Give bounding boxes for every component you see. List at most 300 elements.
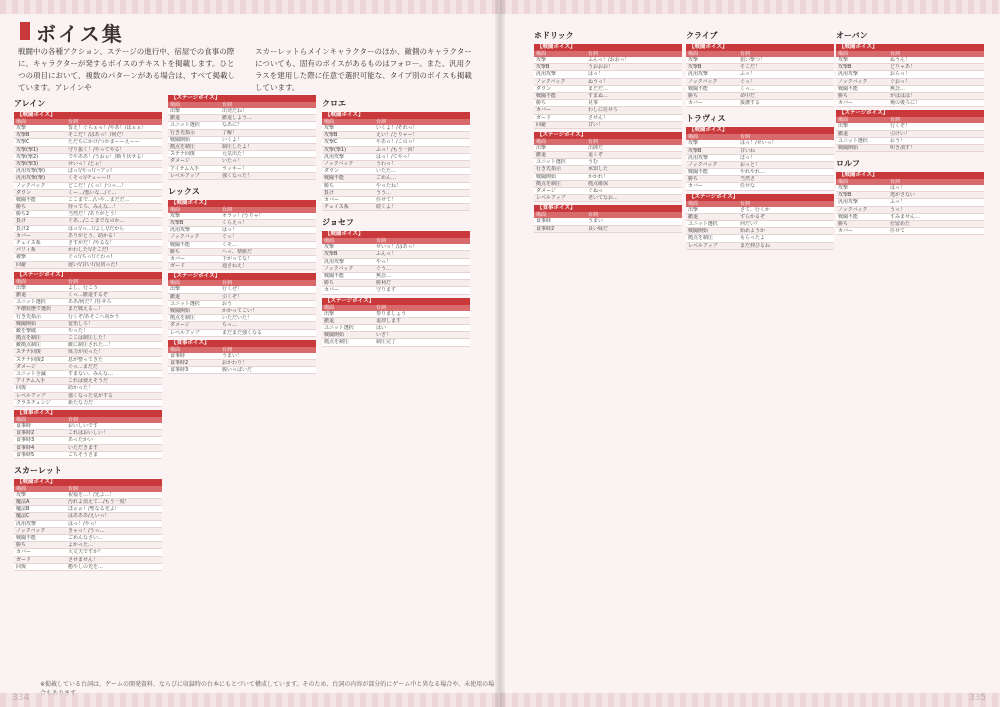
situation-cell: 攻撃 [16, 491, 27, 498]
table-row [14, 521, 162, 528]
table-row [14, 378, 162, 385]
situation-cell: ノックバック [838, 206, 868, 213]
situation-cell: 出撃 [170, 108, 181, 114]
situation-cell: 食事時3 [170, 367, 189, 374]
table-row [14, 437, 162, 444]
voice-line-cell: 出陣だ [588, 144, 604, 151]
table-row [14, 349, 162, 356]
voice-line-cell: 腹いっぱいだ [222, 367, 253, 374]
voice-line-cell: ぐあ…/ここまでなのか… [68, 218, 125, 225]
situation-cell: ノックバック [16, 527, 46, 534]
table-row [14, 125, 162, 132]
voice-line-cell: せいっ！/はあっ！ [376, 244, 418, 251]
column-auburn-rolf [836, 24, 984, 235]
situation-cell: 撤退 [324, 317, 335, 324]
situation-cell: 戦闘不能 [838, 213, 859, 220]
table-row [836, 207, 984, 214]
voice-line-cell: ぱっ!/やっ!/ハアッ! [68, 168, 113, 175]
voice-table [686, 140, 834, 190]
situation-cell: 出撃 [324, 310, 335, 317]
table-row [836, 64, 984, 71]
situation-cell: 出撃 [170, 286, 181, 293]
situation-cell: アイテム入手 [170, 165, 200, 172]
situation-cell: アイテム入手 [16, 378, 46, 385]
voice-line-cell: ほっ！ [740, 154, 756, 161]
column-clive-travis [686, 24, 834, 250]
voice-line-cell: はあああ/えいっ！ [68, 513, 110, 520]
situation-cell: ダウン [324, 168, 340, 175]
situation-cell: 負け [16, 218, 27, 225]
voice-line-cell: おかわり！ [222, 359, 248, 366]
table-row [14, 132, 162, 139]
situation-cell: 攻撃 [688, 57, 699, 63]
situation-cell: カバー [688, 100, 704, 107]
voice-line-cell: はっ！ [222, 227, 238, 234]
situation-cell: ノックバック [324, 265, 354, 272]
character-name: アレイン [14, 99, 46, 108]
table-row [686, 57, 834, 64]
situation-cell: 戦闘開始 [688, 228, 709, 235]
situation-cell: 拠点を制圧 [170, 315, 196, 322]
voice-line-cell: 命中だ [740, 92, 756, 99]
section-header: 【戦闘ボイス】 [168, 200, 316, 207]
situation-cell: 半壊状態で選択 [16, 306, 52, 313]
voice-line-cell: はっ！ [588, 71, 604, 78]
table-row [322, 259, 470, 266]
table-row [534, 195, 682, 202]
table-row [168, 173, 316, 180]
character-name: ロルフ [836, 159, 860, 169]
voice-line-cell: 始めようか [740, 228, 766, 235]
situation-cell: 出撃 [16, 284, 27, 291]
voice-line-cell: きゃっ！/うっ… [68, 527, 105, 534]
situation-cell: 食事時2 [170, 359, 189, 366]
table-row [14, 335, 162, 342]
voice-line-cell: 強くなった気がする [68, 392, 114, 399]
situation-cell: カバー [170, 256, 186, 262]
table-row [14, 321, 162, 328]
table-row [14, 499, 162, 506]
voice-line-cell: 祝福を…！/光よ…！ [68, 491, 115, 498]
situation-cell: 攻撃 [324, 244, 335, 251]
voice-table [14, 423, 162, 459]
voice-line-cell: そこだ！/はあっ！/何だ！ [68, 132, 127, 139]
situation-cell: 攻撃B [838, 192, 852, 199]
character-name: ホドリック [534, 31, 574, 40]
top-border [500, 0, 1000, 14]
book-gutter [495, 0, 505, 707]
table-row [322, 139, 470, 146]
table-row [168, 220, 316, 227]
section-header: 【戦闘ボイス】 [534, 44, 682, 51]
voice-line-cell: ちっ… [222, 322, 238, 329]
table-row [14, 262, 162, 269]
section-header: 【戦闘ボイス】 [322, 112, 470, 119]
table-row [836, 214, 984, 221]
section-header: 【ステージボイス】 [168, 95, 316, 102]
table-row [836, 145, 984, 152]
situation-cell: 戦闘不能 [688, 85, 709, 92]
situation-cell: 汎用攻撃 [16, 520, 37, 527]
voice-line-cell: ぐう… [376, 265, 392, 272]
table-row [534, 174, 682, 181]
table-row [322, 161, 470, 168]
character-name: トラヴィス [686, 114, 726, 124]
table-header: 場面 台詞 [322, 238, 470, 244]
table-row [14, 445, 162, 452]
voice-line-cell: かかれ！ [588, 173, 609, 180]
voice-line-cell: ラッキー！ [222, 165, 247, 172]
voice-line-cell: すみません… [890, 213, 921, 220]
table-row [836, 79, 984, 86]
situation-cell: ユニット選択 [688, 221, 718, 227]
situation-cell: ノックバック [170, 234, 200, 241]
voice-table [534, 145, 682, 203]
table-header: 場面 台詞 [686, 134, 834, 140]
voice-line-cell: 続くよ！ [376, 204, 397, 211]
voice-line-cell: オラッ！/うりゃ！ [222, 212, 264, 219]
situation-cell: ノックバック [536, 78, 566, 85]
voice-line-cell: 出発だね！ [222, 108, 248, 114]
table-row [168, 151, 316, 158]
table-row [14, 364, 162, 371]
table-row [168, 360, 316, 367]
situation-cell: 攻撃B [324, 132, 338, 139]
voice-line-cell: やったね！ [376, 182, 402, 189]
situation-cell: 撤退 [536, 152, 547, 159]
situation-cell: 攻撃 [324, 125, 335, 131]
situation-cell: パリィ系 [16, 247, 36, 254]
voice-line-cell: うわっ！ [376, 160, 396, 167]
voice-line-cell: よし、行こう [68, 284, 99, 291]
situation-cell: レベルアップ [16, 392, 46, 399]
voice-line-cell: 体力が戻った！ [68, 349, 104, 356]
table-header: 場面 台詞 [686, 51, 834, 57]
situation-cell: 負け2 [16, 225, 30, 232]
table-row [14, 528, 162, 535]
situation-cell: 勝ち [16, 542, 27, 549]
voice-line-cell: はっ!/っ…!/よし!/だから [68, 225, 125, 232]
situation-cell: ステナ回復 [170, 151, 195, 158]
situation-cell: レベルアップ [536, 195, 566, 202]
situation-cell: 撤退 [688, 213, 699, 220]
voice-line-cell: でやああ！/うおぉ！/斬り伏せる！ [68, 153, 147, 160]
situation-cell: 拠点を制圧 [536, 180, 562, 187]
situation-cell: 汎用攻撃 [324, 153, 345, 160]
table-row [14, 542, 162, 549]
voice-line-cell: ただちにかけ/つかまーーえーー [68, 139, 140, 146]
situation-cell: 行き先指示 [536, 166, 562, 173]
voice-line-cell: うう… [376, 189, 392, 196]
situation-cell: 回避 [16, 261, 27, 268]
situation-cell: ダメージ [536, 188, 556, 194]
table-row [168, 158, 316, 165]
voice-line-cell: 待ってろ、みんな…！ [68, 204, 119, 211]
table-row [534, 218, 682, 225]
section-header: 【戦闘ボイス】 [686, 127, 834, 134]
voice-line-cell: なあに？ [222, 122, 243, 129]
table-row [14, 357, 162, 364]
situation-cell: ユニット選択 [838, 137, 868, 144]
table-row [322, 311, 470, 318]
voice-line-cell: まだ伸びるね [740, 242, 771, 249]
situation-cell: ガード [16, 556, 32, 563]
voice-line-cell: いくよ！/それっ！ [376, 125, 418, 131]
table-row [534, 181, 682, 188]
character-name: ジョセフ [322, 218, 354, 228]
voice-line-cell: ここまで…/いや…まだだ… [68, 196, 130, 203]
voice-line-cell: 任せな [740, 183, 756, 190]
situation-cell: 回復 [16, 385, 27, 392]
voice-line-cell: かわした!/そこだ! [68, 247, 109, 254]
voice-line-cell: ふっ！ [740, 71, 756, 78]
situation-cell: 攻撃 [688, 140, 699, 147]
situation-cell: 勝ち [838, 92, 849, 99]
situation-cell: ユニット全滅 [16, 371, 46, 377]
voice-line-cell: ほぉぉ！/聖なる光よ！ [68, 506, 120, 513]
table-row [836, 57, 984, 64]
column-alain-scarlet [14, 92, 162, 571]
table-row [836, 93, 984, 100]
table-row [168, 353, 316, 360]
table-header: 場面 台詞 [14, 279, 162, 285]
situation-cell: 攻撃B [688, 64, 702, 71]
voice-line-cell: 誓え！ぐらぁっ！/やあ！/はぁぁ！ [68, 125, 147, 131]
voice-line-cell: どこだ！/くっ！/つっ…！ [68, 182, 127, 189]
table-row [168, 294, 316, 301]
voice-line-cell: 通さねえ！ [222, 263, 248, 270]
voice-line-cell: ぐっ…まだだ [68, 363, 98, 370]
situation-cell: 撤退 [170, 293, 181, 300]
voice-line-cell: ぐっ!/ちっ!/ぐわっ! [68, 254, 113, 261]
situation-cell: 攻撃C [324, 139, 338, 146]
table-row [534, 122, 682, 129]
situation-cell: 食事時2 [16, 430, 35, 437]
voice-line-cell: せいっ！/とぉ！ [68, 160, 105, 167]
table-row [168, 122, 316, 129]
voice-table [534, 57, 682, 129]
section-header: 【ステージボイス】 [322, 298, 470, 305]
situation-cell: 汎用攻撃 [838, 199, 859, 206]
table-row [14, 190, 162, 197]
voice-line-cell: いくよ！ [222, 136, 243, 143]
table-row [686, 243, 834, 250]
situation-cell: カバー [16, 549, 32, 556]
table-row [322, 154, 470, 161]
voice-line-cell: 叩き潰す！ [890, 144, 916, 151]
voice-line-cell: 仕留めた [890, 221, 911, 227]
voice-line-cell: えい！/とりゃー！ [376, 132, 418, 139]
table-row [14, 175, 162, 182]
table-row [322, 318, 470, 325]
situation-cell: 撤退 [170, 115, 181, 122]
voice-line-cell: 汚れよ消えて…/もう一度！ [68, 499, 130, 506]
situation-cell: 攻撃B [688, 147, 702, 154]
situation-cell: 食事時4 [16, 444, 35, 451]
situation-cell: 攻撃B [324, 251, 338, 258]
situation-cell: 攻撃(撃1) [16, 146, 39, 153]
situation-cell: ユニット選択 [536, 159, 566, 166]
voice-table [836, 123, 984, 152]
table-header: 場面 台詞 [686, 201, 834, 207]
table-row [168, 227, 316, 234]
situation-cell: チェイス系 [16, 240, 41, 246]
voice-line-cell: 退くぞ [588, 152, 604, 159]
voice-line-cell: あったかい [68, 437, 93, 444]
table-row [14, 299, 162, 306]
table-row [168, 367, 316, 374]
voice-line-cell: ずらかるぞ [740, 213, 766, 220]
situation-cell: 撤退 [838, 130, 849, 137]
situation-cell: 攻撃B [838, 64, 852, 71]
voice-line-cell: やれやれ… [740, 169, 766, 176]
voice-line-cell: うまい！ [222, 352, 243, 359]
situation-cell: カバー [324, 196, 340, 203]
table-header: 場面 台詞 [836, 51, 984, 57]
section-header: 【戦闘ボイス】 [686, 44, 834, 51]
table-row [322, 197, 470, 204]
table-row [534, 64, 682, 71]
voice-line-cell: 遅い!/甘い!/見切った! [68, 261, 118, 268]
intro-column-2: スカーレットらメインキャラクターのほか、敵側のキャラクターについても、固有のボイスがあるものはフォロー。また、汎用クラスを建用した際に任意で選択可能な、タイプ別のボイスも掲載しています。 [255, 47, 472, 92]
table-header: 場面 台詞 [836, 117, 984, 123]
intro-column-1: 戦闘中の各種アクション、ステージの進行中、宿屋での食事の際に、キャラクターが発するボイスのテキストを掲載します。ひとつの項目において、複数のパターンがある場合は、すべて掲載しています。アレインや [18, 47, 236, 92]
voice-line-cell: ふんっ！/おおっ！ [588, 57, 630, 63]
voice-line-cell: まだまだ強くなる [222, 329, 263, 336]
table-row [168, 322, 316, 329]
section-header: 【戦闘ボイス】 [14, 479, 162, 486]
table-row [534, 86, 682, 93]
situation-cell: 拠点を制圧 [324, 339, 350, 346]
table-row [322, 266, 470, 273]
table-row [14, 423, 162, 430]
situation-cell: ダメージ [170, 322, 190, 329]
situation-cell: 戦闘開始 [838, 144, 859, 151]
table-row [168, 166, 316, 173]
table-header: 場面 台詞 [168, 347, 316, 353]
situation-cell: 戦闘開始 [170, 307, 191, 314]
table-row [686, 176, 834, 183]
table-row [686, 183, 834, 190]
situation-cell: 汎用攻撃 [170, 227, 191, 234]
table-row [168, 130, 316, 137]
voice-line-cell: 了解！ [222, 129, 238, 136]
intro-text [18, 46, 478, 94]
situation-cell: 拠点を制圧 [170, 143, 196, 150]
table-row [534, 152, 682, 159]
voice-line-cell: ごちそうさま [68, 451, 99, 458]
situation-cell: ダウン [536, 85, 552, 92]
situation-cell: 戦闘開始 [324, 332, 345, 339]
situation-cell: 戦闘開始 [16, 320, 37, 327]
situation-cell: 勝ち [16, 204, 27, 211]
voice-line-cell: やあっ！/このっ！ [376, 139, 418, 146]
section-header: 【ステージボイス】 [168, 273, 316, 280]
table-header: 場面 台詞 [836, 179, 984, 185]
table-row [14, 328, 162, 335]
voice-table [836, 185, 984, 235]
situation-cell: 勝ち [688, 176, 699, 183]
situation-cell: 戦闘開始 [536, 173, 557, 180]
table-row [836, 123, 984, 130]
situation-cell: 攻撃 [838, 185, 849, 192]
situation-cell: 戦闘不能 [16, 196, 37, 203]
table-row [14, 197, 162, 204]
situation-cell: 回復 [16, 563, 27, 570]
voice-line-cell: 無念… [890, 85, 906, 92]
situation-cell: 食事時 [170, 352, 186, 359]
voice-table [686, 207, 834, 250]
voice-line-cell: やった！ [68, 327, 89, 334]
column-middle-left [168, 92, 316, 374]
table-row [322, 273, 470, 280]
table-row [686, 100, 834, 107]
table-header: 場面 台詞 [534, 212, 682, 218]
voice-line-cell: もらったよ [740, 235, 766, 242]
column-right-left [322, 92, 470, 347]
situation-cell: カバー [838, 228, 854, 235]
table-row [836, 100, 984, 107]
table-row [168, 144, 316, 151]
table-header: 場面 台詞 [534, 51, 682, 57]
table-row [534, 188, 682, 195]
voice-line-cell: 引けい！ [890, 130, 911, 137]
section-header: 【ステージボイス】 [836, 110, 984, 117]
table-row [168, 301, 316, 308]
table-row [168, 256, 316, 263]
table-row [686, 169, 834, 176]
voice-line-cell: ああ/何だ？/任せろ [68, 299, 112, 306]
situation-cell: ノックバック [16, 182, 46, 189]
voice-line-cell: 守ります [376, 287, 397, 294]
top-border [0, 0, 500, 14]
situation-cell: 行き先指示 [16, 313, 42, 320]
voice-line-cell: おらっ！ [890, 71, 911, 78]
title-marker [20, 22, 30, 40]
voice-table [322, 244, 470, 294]
situation-cell: 汎用攻撃(撃) [16, 168, 45, 175]
table-row [168, 330, 316, 337]
table-row [14, 285, 162, 292]
situation-cell: レベルアップ [170, 329, 200, 336]
situation-cell: カバー [324, 287, 340, 294]
situation-cell: 出撃 [838, 123, 849, 130]
table-header: 場面 台詞 [322, 119, 470, 125]
situation-cell: ユニット選択 [16, 299, 46, 306]
character-name: オーバン [836, 31, 868, 40]
situation-cell: ノックバック [838, 78, 868, 85]
situation-cell: 勝ち [838, 221, 849, 227]
situation-cell: 汎用攻撃 [688, 154, 709, 161]
section-header: 【食事ボイス】 [14, 410, 162, 417]
voice-line-cell: ぐおっ！ [890, 78, 911, 85]
situation-cell: 魔法B [16, 506, 30, 513]
table-row [836, 138, 984, 145]
voice-line-cell: やっ！ [376, 258, 392, 265]
situation-cell: 勝ち [536, 100, 547, 107]
voice-line-cell: 守り抜く！/やってやる！ [68, 146, 125, 153]
table-header: 場面 台詞 [322, 305, 470, 311]
voice-line-cell: 援護する [740, 100, 761, 107]
voice-line-cell: させん！ [588, 114, 609, 121]
situation-cell: ステナ回復 [16, 349, 41, 356]
table-row [14, 513, 162, 520]
table-row [322, 175, 470, 182]
voice-line-cell: 制圧完了 [376, 339, 397, 346]
situation-cell: 拠点を制圧 [688, 235, 714, 242]
voice-line-cell: くそ… [222, 241, 238, 248]
voice-line-cell: 承知した [588, 166, 609, 173]
